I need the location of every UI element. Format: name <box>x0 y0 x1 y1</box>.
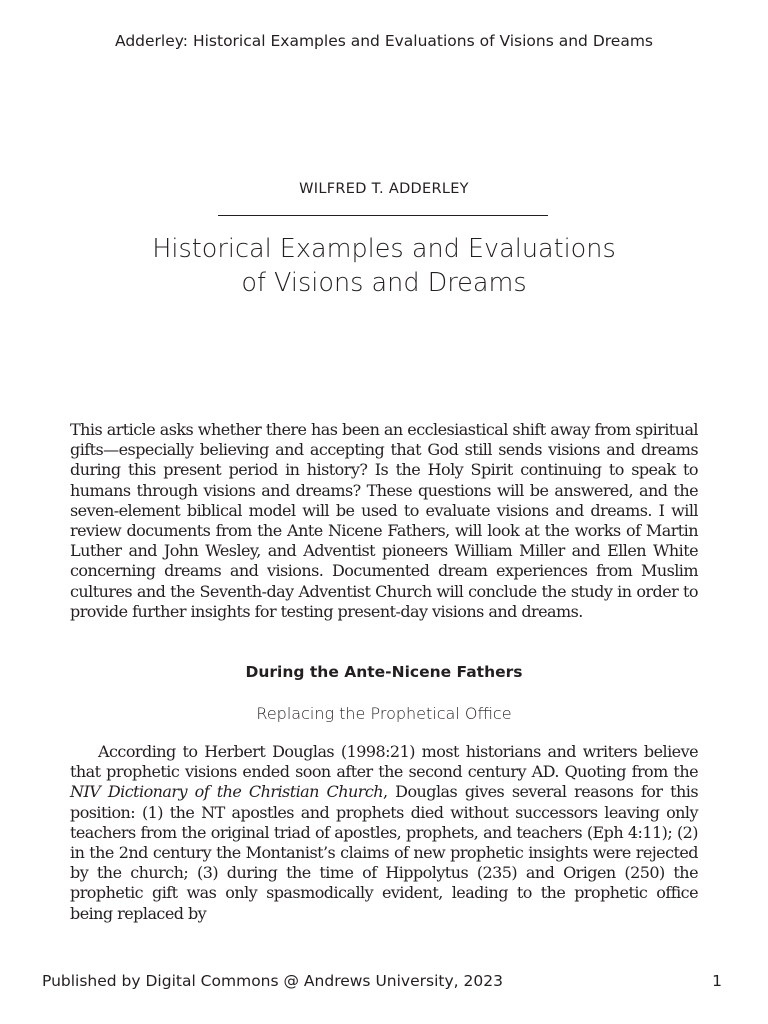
abstract: This article asks whether there has been an ecclesiastical shift away from spiritual gifts—especially believing and accepting that God still sends visions and dreams during this present period in history? Is the Holy Spirit continuing to speak to humans through visions and dreams? These questions will be answered, and the seven-element biblical model will be used to evaluate visions and dreams. I will review documents from the Ante Nicene Fathers, will look at the works of Martin Luther and John Wesley, and Adventist pioneers William Miller and Ellen White concerning dreams and visions. Documented dream experiences from Muslim cultures and the Seventh-day Adventist Church will conclude the study in order to provide further insights for testing present-day visions and dreams. <box>70 420 698 621</box>
article-title <box>0 232 768 300</box>
section-heading: During the Ante-Nicene Fathers <box>245 663 523 681</box>
title-line-1: Historical Examples and Evaluations <box>152 234 616 264</box>
title-line-2: of Visions and Dreams <box>241 268 527 298</box>
title-divider <box>218 215 548 216</box>
running-head: Adderley: Historical Examples and Evaluations of Visions and Dreams <box>115 32 653 50</box>
para-text: According to Herbert Douglas (1998:21) most historians and writers believe that prophetic visions ended soon after the second century AD. Quoting from the <box>70 742 698 782</box>
subsection-heading: Replacing the Prophetical Office <box>256 704 512 723</box>
body-paragraph <box>70 742 698 924</box>
author-name: WILFRED T. ADDERLEY <box>299 181 469 197</box>
footer-publisher: Published by Digital Commons @ Andrews University, 2023 <box>42 972 503 990</box>
para-text: , Douglas gives several reasons for this position: (1) the NT apostles and prophets died without successors leaving only teachers from the original triad of apostles, prophets, and teachers (Eph 4:11); (2) in the 2nd century the Montanist’s claims of new prophetic insights were rejected by the church; (3) during the time of Hippolytus (235) and Origen (250) the prophetic gift was only spasmodically evident, leading to the prophetic office being replaced by <box>70 782 698 923</box>
page-number: 1 <box>712 972 722 990</box>
book-title: NIV Dictionary of the Christian Church <box>70 782 383 802</box>
